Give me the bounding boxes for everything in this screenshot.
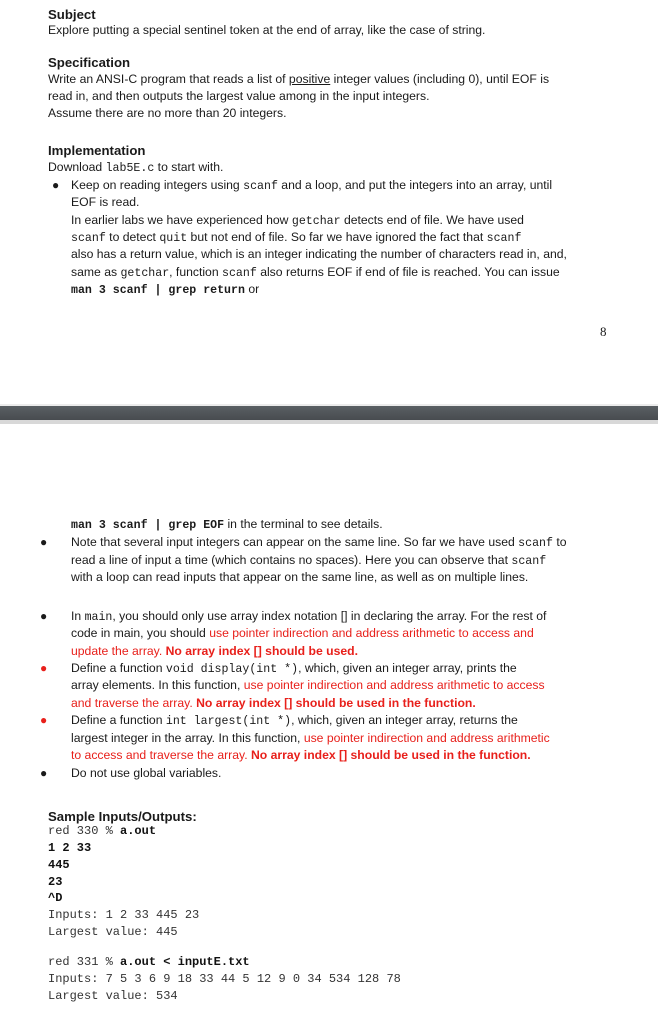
bullet-icon: ●	[40, 713, 48, 727]
bullet-icon: ●	[40, 535, 48, 549]
bullet1-line-4: scanf to detect quit but not end of file. So far we have ignored the fact that scanf	[71, 230, 522, 245]
specification-line-1: Write an ANSI-C program that reads a list of positive integer values (including 0), until EOF is	[48, 72, 550, 86]
sample2-output-line: Largest value: 534	[48, 989, 178, 1003]
subject-heading: Subject	[48, 7, 96, 22]
bullet-icon: ●	[40, 766, 48, 780]
bullet1-line-7: man 3 scanf | grep return or	[71, 282, 260, 297]
bullet1-line-6: same as getchar, function scanf also returns EOF if end of file is reached. You can issue	[71, 265, 560, 280]
bullet2-line-3: with a loop can read inputs that appear on the same line, as well as on multiple lines.	[71, 570, 529, 584]
specification-heading: Specification	[48, 55, 131, 70]
specification-line-3: Assume there are no more than 20 integers.	[48, 106, 287, 120]
page-number: 8	[600, 324, 607, 339]
sample-heading: Sample Inputs/Outputs:	[48, 809, 197, 824]
sample1-input-line: 445	[48, 858, 70, 872]
bullet5-line-3: to access and traverse the array. No array index [] should be used in the function.	[71, 748, 531, 762]
specification-line-2: read in, and then outputs the largest value among in the input integers.	[48, 89, 430, 103]
sample1-input-line: 23	[48, 875, 63, 889]
bullet1-line-2: EOF is read.	[71, 195, 140, 209]
bullet1-line-1: Keep on reading integers using scanf and a loop, and put the integers into an array, until	[71, 178, 553, 193]
sample1-input-line: ^D	[48, 891, 63, 905]
bullet3-line-1: In main, you should only use array index notation [] in declaring the array. For the rest of	[71, 609, 547, 624]
bullet4-line-3: and traverse the array. No array index [] should be used in the function.	[71, 696, 476, 710]
sample2-command-line: red 331 % a.out < inputE.txt	[48, 955, 250, 969]
sample2-output-line: Inputs: 7 5 3 6 9 18 33 44 5 12 9 0 34 534 128 78	[48, 972, 401, 986]
bullet1-line-3: In earlier labs we have experienced how getchar detects end of file. We have used	[71, 213, 524, 228]
bullet5-line-1: Define a function int largest(int *), which, given an integer array, returns the	[71, 713, 518, 728]
download-line: Download lab5E.c to start with.	[48, 160, 224, 175]
bullet1-line-5: also has a return value, which is an integer indicating the number of characters read in, and,	[71, 247, 567, 261]
sample1-output-line: Inputs: 1 2 33 445 23	[48, 908, 200, 922]
implementation-heading: Implementation	[48, 143, 146, 158]
sample1-command-line: red 330 % a.out	[48, 824, 157, 838]
bullet-icon: ●	[40, 609, 48, 623]
document-page-bottom	[0, 424, 658, 1024]
bullet4-line-1: Define a function void display(int *), which, given an integer array, prints the	[71, 661, 517, 676]
sample1-output-line: Largest value: 445	[48, 925, 178, 939]
bullet2-line-1: Note that several input integers can appear on the same line. So far we have used scanf to	[71, 535, 567, 550]
bullet2-line-2: read a line of input a time (which contains no spaces). Here you can observe that scanf	[71, 553, 547, 568]
bullet-icon: ●	[40, 661, 48, 675]
bullet1-line-8: man 3 scanf | grep EOF in the terminal to see details.	[71, 517, 383, 532]
bullet3-line-2: code in main, you should use pointer indirection and address arithmetic to access and	[71, 626, 534, 640]
bullet-icon: ●	[52, 178, 60, 192]
bullet5-line-2: largest integer in the array. In this function, use pointer indirection and address arithmetic	[71, 731, 550, 745]
sample1-input-line: 1 2 33	[48, 841, 92, 855]
bullet3-line-3: update the array. No array index [] should be used.	[71, 644, 358, 658]
bullet6-line-1: Do not use global variables.	[71, 766, 222, 780]
subject-text: Explore putting a special sentinel token at the end of array, like the case of string.	[48, 23, 486, 37]
bullet4-line-2: array elements. In this function, use pointer indirection and address arithmetic to access	[71, 678, 545, 692]
document-page-top	[0, 0, 658, 408]
